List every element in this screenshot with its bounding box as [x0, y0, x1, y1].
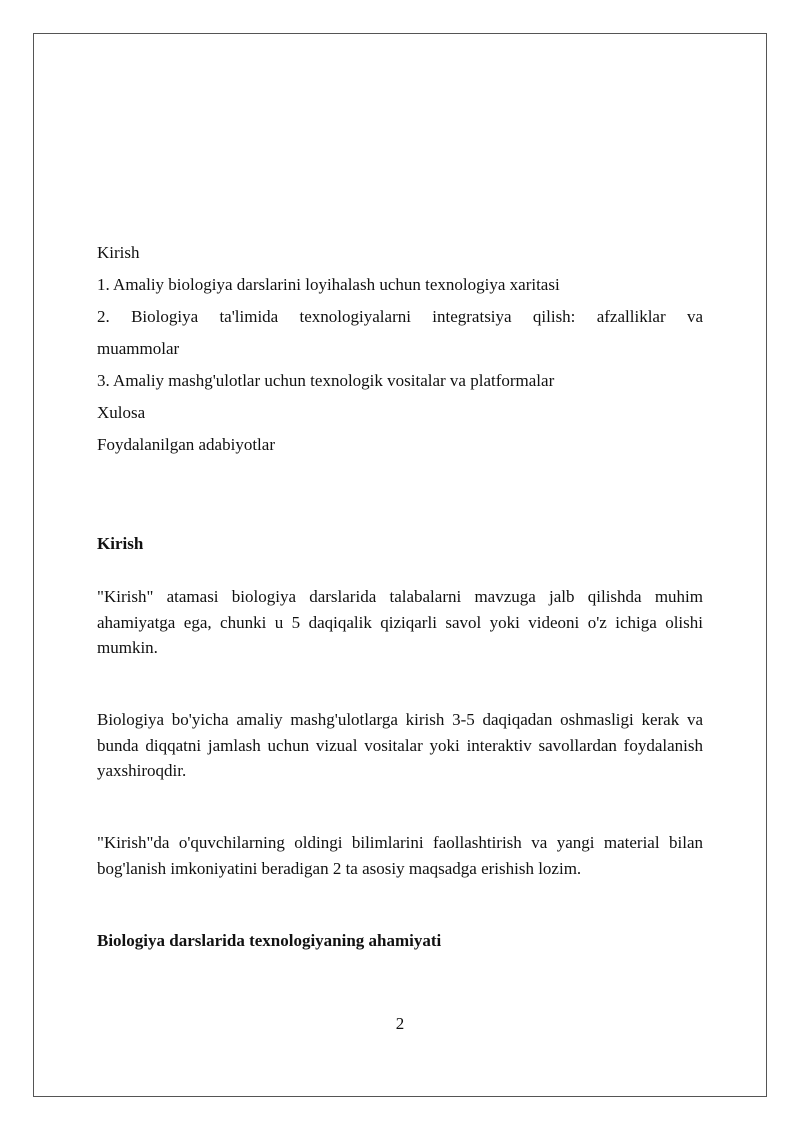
- toc-item: 1. Amaliy biologiya darslarini loyihalash uchun texnologiya xaritasi: [97, 275, 560, 294]
- intro-paragraph: "Kirish" atamasi biologiya darslarida talabalarni mavzuga jalb qilishda muhim ahamiyatga ega, chunki u 5 daqiqalik qiziqarli savol yoki videoni o'z ichiga olishi mumkin.: [97, 587, 703, 657]
- toc-item: muammolar: [97, 339, 180, 358]
- toc-item: Kirish: [97, 243, 140, 262]
- intro-paragraph: "Kirish"da o'quvchilarning oldingi bilimlarini faollashtirish va yangi material bilan bog'lanish imkoniyatini beradigan 2 ta asosiy maqsadga erishish lozim.: [97, 833, 703, 878]
- page-number: 2: [395, 1014, 405, 1033]
- toc-item: 2. Biologiya ta'limida texnologiyalarni integratsiya qilish: afzalliklar va: [97, 307, 703, 326]
- intro-paragraph: Biologiya bo'yicha amaliy mashg'ulotlarga kirish 3-5 daqiqadan oshmasligi kerak va bunda diqqatni jamlash uchun vizual vositalar yoki interaktiv savollardan foydalanish yaxshiroqdir.: [97, 710, 703, 780]
- section-heading-technology: Biologiya darslarida texnologiyaning ahamiyati: [97, 931, 442, 950]
- table-of-contents: [97, 237, 703, 461]
- section-heading-intro: Kirish: [97, 534, 144, 553]
- toc-item: 3. Amaliy mashg'ulotlar uchun texnologik vositalar va platformalar: [97, 371, 555, 390]
- toc-item: Foydalanilgan adabiyotlar: [97, 435, 275, 454]
- toc-item: Xulosa: [97, 403, 146, 422]
